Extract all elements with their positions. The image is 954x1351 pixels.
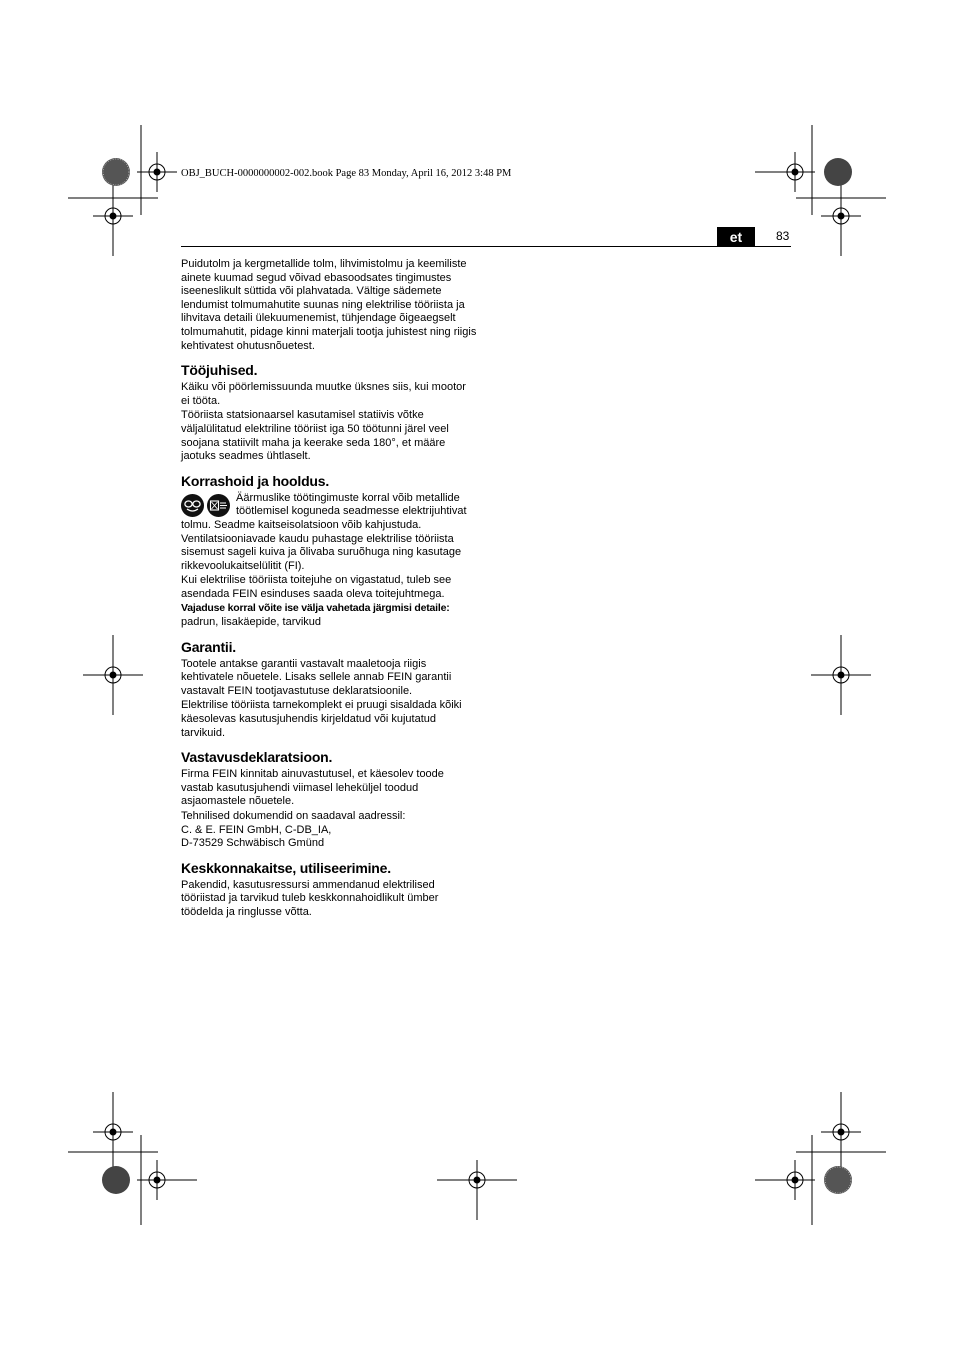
paragraph: Firma FEIN kinnitab ainuvastutusel, et käesolev toode vastab kasutusjuhendi viimasel leheküljel toodud asjaomastele nõuetele. [181, 768, 444, 808]
paragraph: Kui elektrilise tööriista toitejuhe on vigastatud, tuleb see asendada FEIN esinduses saada oleva toitejuhtmega. [181, 574, 452, 600]
paragraph: Käiku või pöörlemissuunda muutke üksnes siis, kui mootor ei tööta. [181, 381, 466, 407]
maintenance-icons [181, 494, 230, 517]
paragraph: Tööriista statsionaarsel kasutamisel statiivis võtke väljalülitatud elektriline tööriist iga 50 töötunni järel veel soojana statiivilt maha ja keerake seda 180°, et määre jaotuks seadmes ühtlaselt. [181, 409, 449, 463]
address-line: C. & E. FEIN GmbH, C-DB_IA, [181, 823, 332, 836]
paragraph: Tehnilised dokumendid on saadaval aadressil: [181, 810, 406, 822]
paragraph: Tootele antakse garantii vastavalt maaletooja riigis kehtivatele nõuetele. Lisaks sellele annab FEIN garantii vastavalt FEIN tootjavastutuse deklaratsioonile. [181, 657, 452, 697]
compressed-air-cleaning-icon [207, 494, 230, 517]
safety-goggles-icon [181, 494, 204, 517]
text-column [181, 258, 477, 921]
intro-paragraph: Puidutolm ja kergmetallide tolm, lihvimistolmu ja keemiliste ainete kuumad segud võivad ebasoodsates tingimustes iseeneslikult süttida või plahvatada. Vältige sädemete lendumist tolmumahutite suunas ning elektrilise tööriista ja lihvitava detaili ülekuumenemist, tühjendage õigeaegselt tolmumahutit, pidage kinni materjali tootja juhistest ning riigis kehtivatest ohutusnõuetest. [181, 258, 477, 352]
section-heading-conformity: Vastavusdeklaratsioon. [181, 749, 333, 766]
section-heading-warranty: Garantii. [181, 638, 236, 655]
language-badge: et [717, 227, 755, 247]
section-heading-environment: Keskkonnakaitse, utiliseerimine. [181, 859, 391, 876]
section-heading-maintenance: Korrashoid ja hooldus. [181, 472, 330, 489]
header-rule [181, 246, 791, 247]
paragraph: Elektrilise tööriista tarnekomplekt ei pruugi sisaldada kõiki käesolevas kasutusjuhendis kirjeldatud või kujutatud tarvikuid. [181, 699, 462, 739]
address-line: D-73529 Schwäbisch Gmünd [181, 837, 325, 850]
section-heading-work-instructions: Tööjuhised. [181, 362, 258, 379]
print-info-header: OBJ_BUCH-0000000002-002.book Page 83 Monday, April 16, 2012 3:48 PM [181, 168, 512, 179]
replaceable-parts-list: padrun, lisakäepide, tarvikud [181, 616, 322, 629]
page-number: 83 [776, 229, 790, 243]
paragraph: Äärmuslike töötingimuste korral võib metallide töötlemisel koguneda seadmesse elektrijuhtivat tolmu. Seadme kaitseisolatsioon võib kahjustuda. Ventilatsiooniavade kaudu puhastage elektrilise tööriista sisemust sageli kuiva ja õlivaba suruõhuga ning kasutage rikkevoolukaitselülitit (FI). [181, 491, 467, 572]
replaceable-parts-heading: Vajaduse korral võite ise välja vahetada järgmisi detaile: [181, 602, 450, 615]
paragraph: Pakendid, kasutusressursi ammendanud elektrilised tööriistad ja tarvikud tuleb keskkonnahoidlikult ümber töödelda ja ringlusse võtta. [181, 878, 439, 918]
